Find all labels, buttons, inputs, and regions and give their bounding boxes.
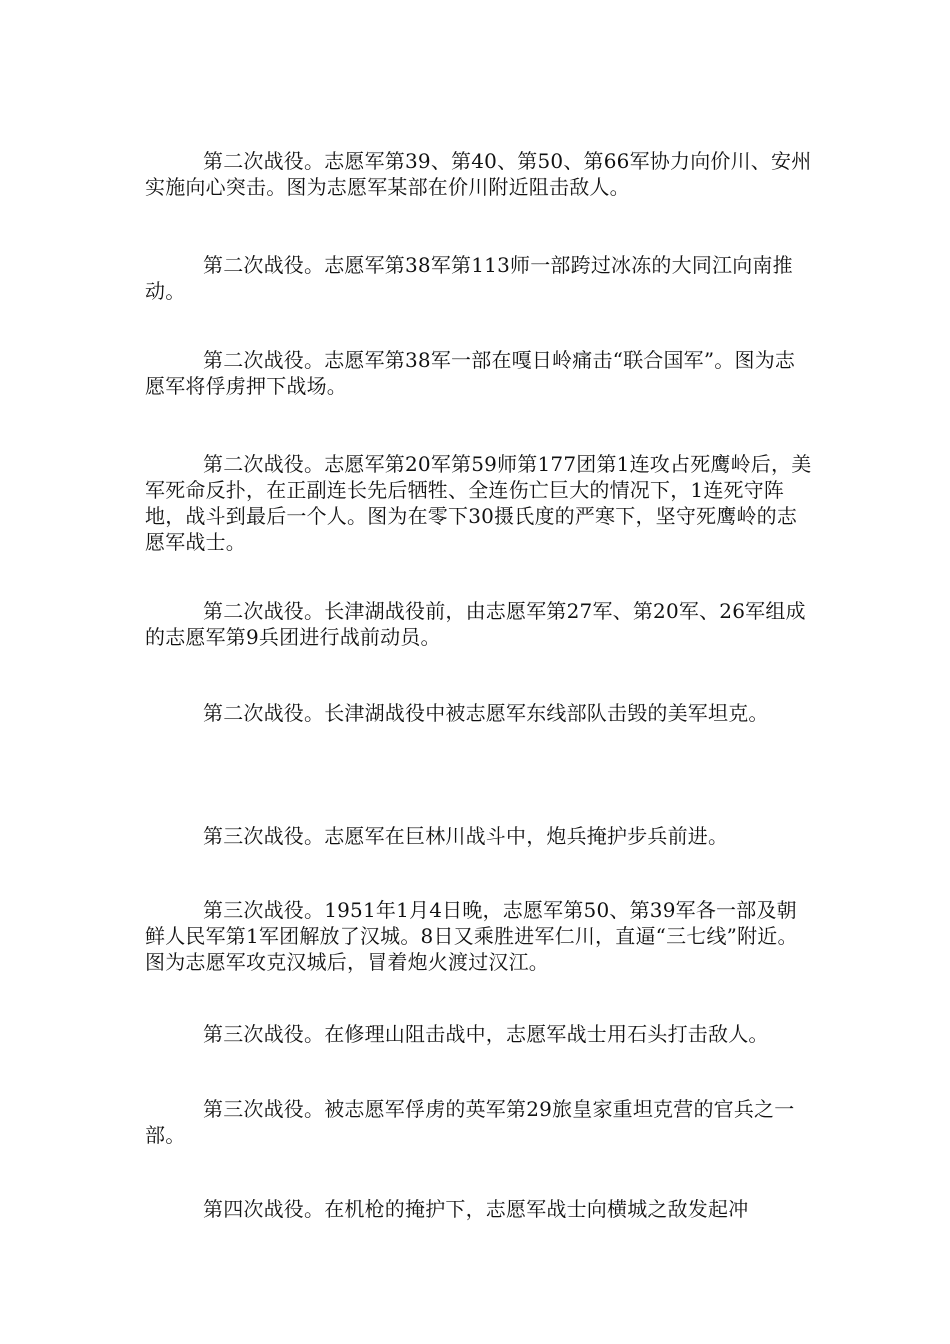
- paragraph-9: 第三次战役。在修理山阻击战中，志愿军战士用石头打击敌人。: [203, 1022, 769, 1046]
- paragraph-7: 第三次战役。志愿军在巨林川战斗中，炮兵掩护步兵前进。: [203, 824, 729, 848]
- paragraph-1: 第二次战役。志愿军第39、第40、第50、第66军协力向价川、安州实施向心突击。图为志愿军某部在价川附近阻击敌人。: [145, 149, 812, 199]
- paragraph-4: 第二次战役。志愿军第20军第59师第177团第1连攻占死鹰岭后，美军死命反扑，在正副连长先后牺牲、全连伤亡巨大的情况下，1连死守阵地，战斗到最后一个人。图为在零下30摄氏度的严寒下，坚守死鹰岭的志愿军战士。: [145, 452, 812, 554]
- paragraph-2: 第二次战役。志愿军第38军第113师一部跨过冰冻的大同江向南推动。: [145, 253, 793, 303]
- paragraph-5: 第二次战役。长津湖战役前，由志愿军第27军、第20军、26军组成的志愿军第9兵团进行战前动员。: [145, 599, 806, 649]
- paragraph-8: 第三次战役。1951年1月4日晚，志愿军第50、第39军各一部及朝鲜人民军第1军团解放了汉城。8日又乘胜进军仁川，直逼“三七线”附近。图为志愿军攻克汉城后，冒着炮火渡过汉江。: [145, 898, 798, 974]
- paragraph-10: 第三次战役。被志愿军俘虏的英军第29旅皇家重坦克营的官兵之一部。: [145, 1097, 795, 1147]
- paragraph-3: 第二次战役。志愿军第38军一部在嘎日岭痛击“联合国军”。图为志愿军将俘虏押下战场。: [145, 348, 796, 398]
- paragraph-11: 第四次战役。在机枪的掩护下，志愿军战士向横城之敌发起冲: [203, 1197, 749, 1221]
- paragraph-6: 第二次战役。长津湖战役中被志愿军东线部队击毁的美军坦克。: [203, 701, 769, 725]
